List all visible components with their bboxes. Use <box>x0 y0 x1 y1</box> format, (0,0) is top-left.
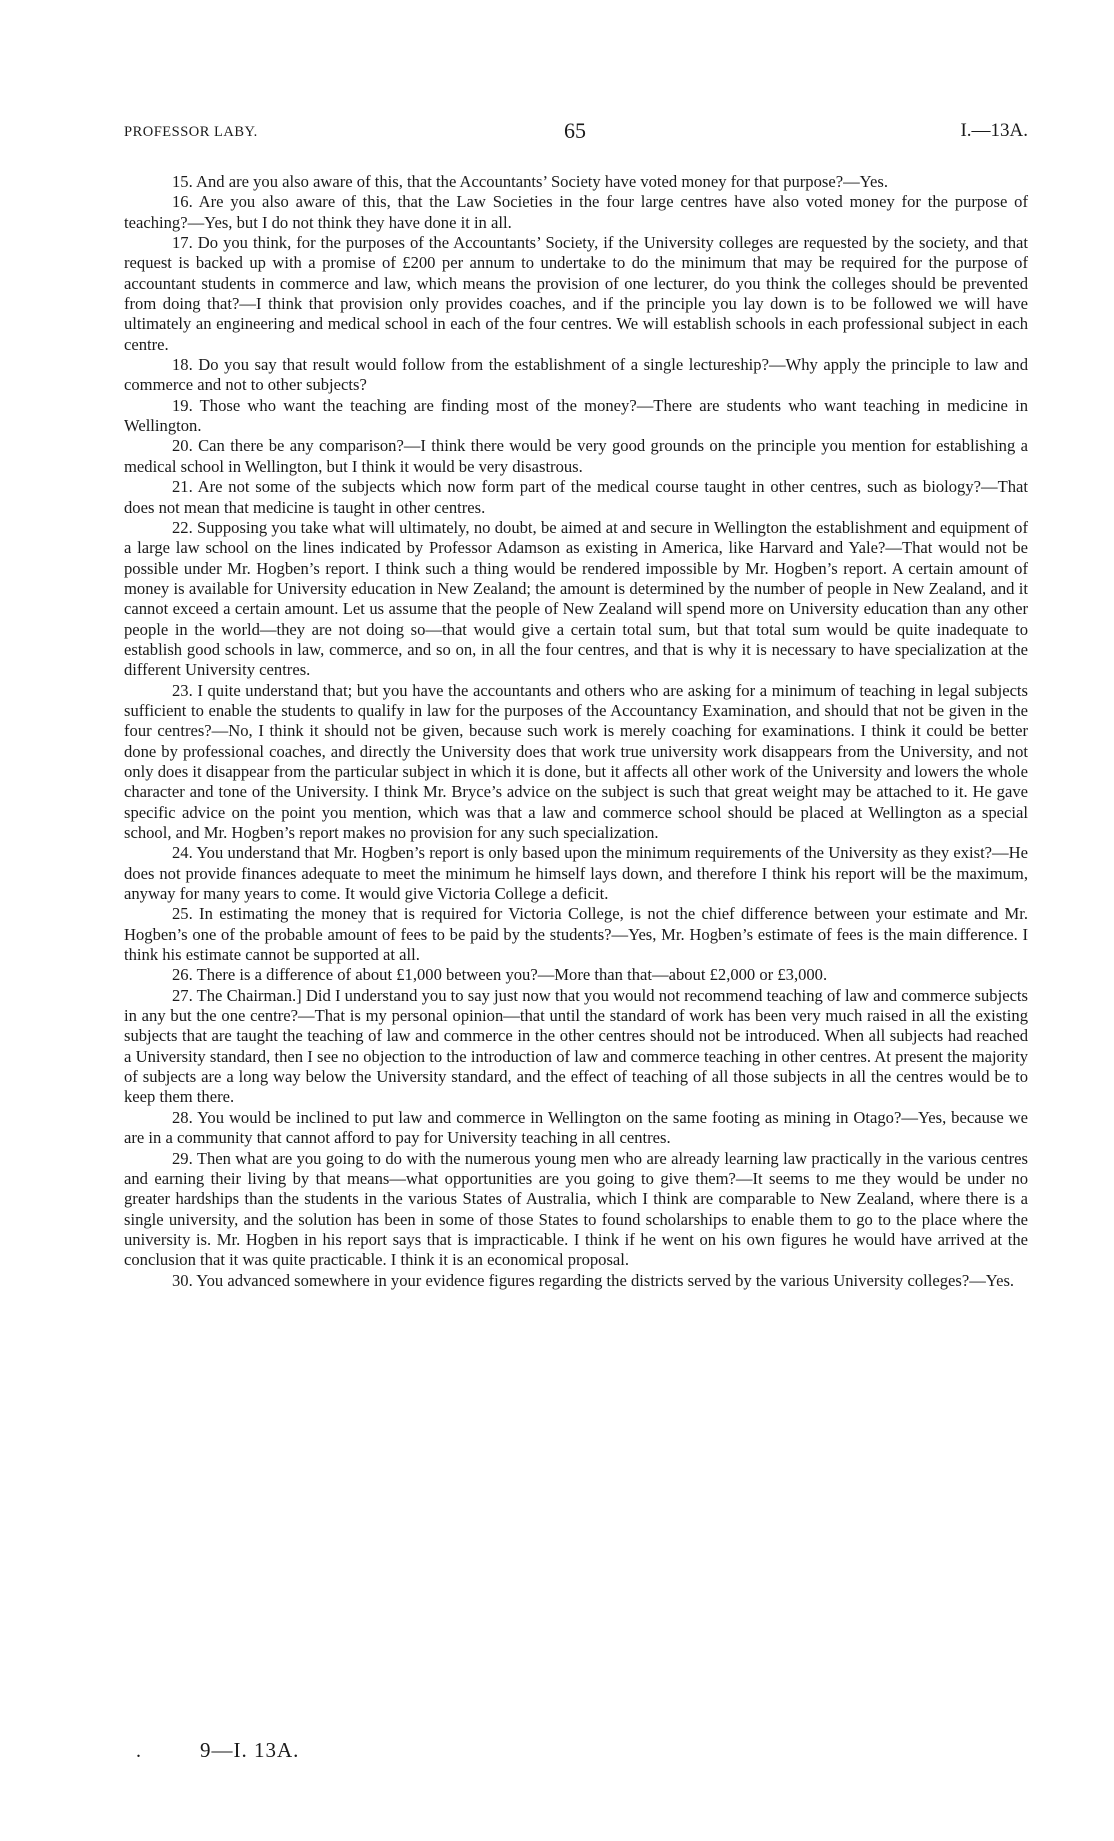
evidence-text <box>124 172 1028 1291</box>
header-witness-name: PROFESSOR LABY. <box>124 124 258 140</box>
paragraph-q18: 18. Do you say that result would follow from the establishment of a single lectureship?—Why apply the principle to law and commerce and not to other subjects? <box>124 355 1028 395</box>
paragraph-q24: 24. You understand that Mr. Hogben’s report is only based upon the minimum requirements of the University as they exist?—He does not provide finances adequate to meet the minimum he himself lays down, and therefore I think his report will be the maximum, anyway for many years to come. It would give Victoria College a deficit. <box>124 843 1028 904</box>
paragraph-q26: 26. There is a difference of about £1,000 between you?—More than that—about £2,000 or £3,000. <box>172 965 828 985</box>
paragraph-q29: 29. Then what are you going to do with the numerous young men who are already learning law practically in the various centres and earning their living by that means—what opportunities are you going to give them?—It seems to me they would be under no greater hardships than the students in the various States of Australia, which I think are comparable to New Zealand, where there is a single university, and the solution has been in some of those States to found scholarships to enable them to go to the place where the university is. Mr. Hogben in his report says that is impracticable. I think if he went on his own figures he would have arrived at the conclusion that it was quite practicable. I think it is an economical proposal. <box>124 1148 1028 1270</box>
paragraph-q30: 30. You advanced somewhere in your evidence figures regarding the districts served by the various University colleges?—Yes. <box>172 1270 1015 1290</box>
paragraph-q15: 15. And are you also aware of this, that the Accountants’ Society have voted money for that purpose?—Yes. <box>172 172 888 191</box>
page-number: 65 <box>564 118 586 143</box>
paragraph-q16: 16. Are you also aware of this, that the Law Societies in the four large centres have also voted money for the purpose of teaching?—Yes, but I do not think they have done it in all. <box>124 192 1028 232</box>
paragraph-q21: 21. Are not some of the subjects which now form part of the medical course taught in other centres, such as biology?—That does not mean that medicine is taught in other centres. <box>124 477 1028 517</box>
paragraph-q19: 19. Those who want the teaching are finding most of the money?—There are students who want teaching in medicine in Wellington. <box>124 395 1028 436</box>
footer-dot: . <box>136 1740 141 1762</box>
footer-signature: 9—I. 13A. <box>200 1738 300 1762</box>
paragraph-q23: 23. I quite understand that; but you have the accountants and others who are asking for a minimum of teaching in legal subjects sufficient to enable the students to qualify in law for the purposes of the Accountancy Examination, and should that not be given in the four centres?—No, I think it should not be given, because such work is merely coaching for examinations. I think it could be better done by professional coaches, and directly the University does that work true university work disappears from the University, and not only does it disappear from the particular subject in which it is done, but it affects all other work of the University and lowers the whole character and tone of the University. I think Mr. Bryce’s advice on the subject is such that great weight may be attached to it. He gave specific advice on the point you mention, which was that a law and commerce school should be placed at Wellington as a special school, and Mr. Hogben’s report makes no provision for any such specialization. <box>124 680 1028 842</box>
paragraph-q20: 20. Can there be any comparison?—I think there would be very good grounds on the principle you mention for establishing a medical school in Wellington, but I think it would be very disastrous. <box>124 436 1028 476</box>
paragraph-q27: 27. The Chairman.] Did I understand you to say just now that you would not recommend teaching of law and commerce subjects in any but the one centre?—That is my personal opinion—that until the standard of work has been very much raised in all the existing subjects that are taught the teaching of law and commerce in the other centres should not be introduced. When all subjects had reached a University standard, then I see no objection to the introduction of law and commerce teaching in other centres. At present the majority of subjects are a long way below the University standard, and the effect of teaching of all those subjects in all the centres would be to keep them there. <box>124 985 1028 1107</box>
paragraph-q28: 28. You would be inclined to put law and commerce in Wellington on the same footing as mining in Otago?—Yes, because we are in a community that cannot afford to pay for University teaching in all centres. <box>124 1107 1028 1148</box>
header-document-code: I.—13A. <box>960 120 1028 141</box>
paragraph-q17: 17. Do you think, for the purposes of the Accountants’ Society, if the University colleges are requested by the society, and that request is backed up with a promise of £200 per annum to undertake to do the minimum that may be required for the purpose of accountant students in commerce and law, which means the provision of one lecturer, do you think the colleges should be prevented from doing that?—I think that provision only provides coaches, and if the principle you lay down is to be followed we will have ultimately an engineering and medical school in each of the four centres. We will establish schools in each professional subject in each centre. <box>124 233 1028 354</box>
paragraph-q22: 22. Supposing you take what will ultimately, no doubt, be aimed at and secure in Wellington the establishment and equipment of a large law school on the lines indicated by Professor Adamson as existing in America, like Harvard and Yale?—That would not be possible under Mr. Hogben’s report. I think such a thing would be rendered impossible by Mr. Hogben’s report. A certain amount of money is available for University education in New Zealand; the amount is determined by the number of people in New Zealand, and it cannot exceed a certain amount. Let us assume that the people of New Zealand will spend more on University education than any other people in the world—they are not doing so—that would give a certain total sum, but that total sum would be quite inadequate to establish good schools in law, commerce, and so on, in all the four centres, and that is why it is necessary to have specialization at the different University centres. <box>124 517 1028 680</box>
paragraph-q25: 25. In estimating the money that is required for Victoria College, is not the chief difference between your estimate and Mr. Hogben’s one of the probable amount of fees to be paid by the students?—Yes, Mr. Hogben’s estimate of fees is the main difference. I think his estimate cannot be supported at all. <box>124 904 1028 965</box>
page-header <box>124 118 1028 146</box>
